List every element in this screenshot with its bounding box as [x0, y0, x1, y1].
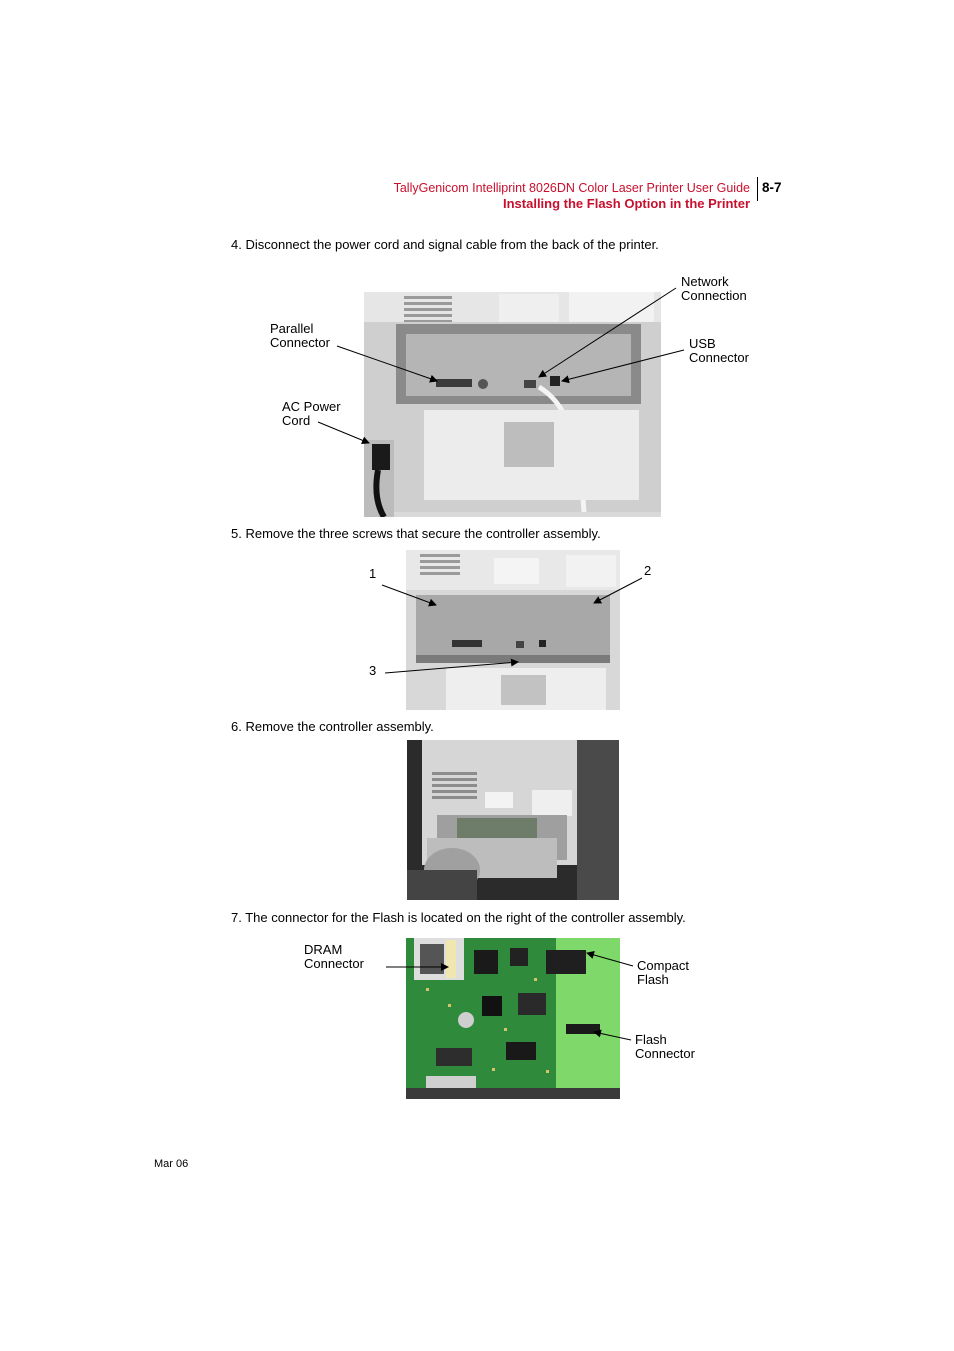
network-connection-label: Network Connection: [681, 274, 747, 303]
parallel-connector-label: Parallel Connector: [270, 321, 330, 350]
printer-back-photo: [364, 292, 661, 517]
step-4: 4. Disconnect the power cord and signal cable from the back of the printer.: [231, 237, 659, 252]
ac-power-cord-label: AC Power Cord: [282, 399, 341, 428]
step-5: 5. Remove the three screws that secure the controller assembly.: [231, 526, 601, 541]
usb-connector-label: USB Connector: [689, 336, 749, 365]
dram-connector-label: DRAM Connector: [304, 942, 364, 971]
flash-connector-label: Flash Connector: [635, 1032, 695, 1061]
header-divider: [757, 177, 758, 201]
screw-1-label: 1: [369, 566, 377, 581]
step-7: 7. The connector for the Flash is located on the right of the controller assembly.: [231, 910, 686, 925]
screw-2-label: 2: [644, 563, 652, 578]
header-title: TallyGenicom Intelliprint 8026DN Color Laser Printer User Guide: [393, 181, 750, 195]
compact-flash-label: Compact Flash: [637, 958, 690, 987]
screw-3-label: 3: [369, 663, 377, 678]
footer-date: Mar 06: [154, 1158, 189, 1170]
header-section: Installing the Flash Option in the Printer: [502, 196, 750, 211]
page-number: 8-7: [762, 180, 782, 195]
controller-screws-photo: [406, 550, 620, 710]
step-6: 6. Remove the controller assembly.: [231, 719, 434, 734]
controller-board-photo: [406, 938, 620, 1099]
controller-removal-photo: [407, 740, 619, 900]
